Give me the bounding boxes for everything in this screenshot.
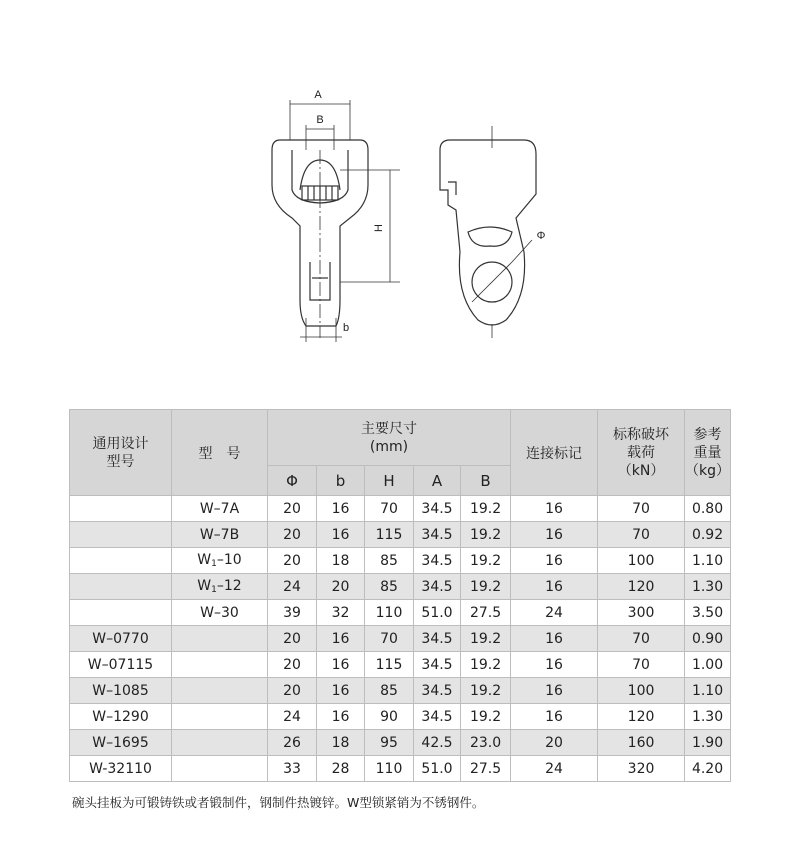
cell-A: 34.5	[414, 496, 461, 522]
cell-A: 34.5	[414, 548, 461, 574]
cell-conn: 16	[511, 652, 598, 678]
header-ref-weight-line3: （kg）	[685, 462, 731, 479]
cell-H: 90	[365, 704, 414, 730]
model-rest: –10	[216, 552, 242, 568]
cell-weight: 0.80	[685, 496, 731, 522]
cell-load: 100	[598, 548, 685, 574]
cell-load: 70	[598, 626, 685, 652]
cell-phi: 20	[268, 496, 317, 522]
cell-A: 34.5	[414, 626, 461, 652]
dim-A-label: A	[314, 89, 322, 101]
cell-H: 85	[365, 678, 414, 704]
dim-phi-label: Φ	[536, 230, 546, 242]
cell-model	[172, 756, 268, 782]
cell-conn: 16	[511, 678, 598, 704]
cell-b: 16	[317, 626, 365, 652]
cell-model	[172, 730, 268, 756]
cell-phi: 20	[268, 626, 317, 652]
cell-conn: 20	[511, 730, 598, 756]
table-row	[70, 522, 731, 548]
cell-design	[70, 548, 172, 574]
table-header-row	[70, 410, 731, 466]
header-breaking-load	[598, 410, 685, 496]
model-subscript: 1	[211, 585, 217, 595]
cell-b: 18	[317, 730, 365, 756]
cell-conn: 16	[511, 496, 598, 522]
cell-conn: 24	[511, 600, 598, 626]
cell-conn: 16	[511, 522, 598, 548]
cell-A: 34.5	[414, 574, 461, 600]
cell-H: 110	[365, 600, 414, 626]
cell-A: 34.5	[414, 678, 461, 704]
table-row	[70, 730, 731, 756]
cell-load: 100	[598, 678, 685, 704]
table-row	[70, 496, 731, 522]
cell-weight: 1.10	[685, 678, 731, 704]
header-breaking-load-line3: （kN）	[617, 462, 665, 479]
cell-load: 70	[598, 522, 685, 548]
dimension-lines	[290, 100, 400, 342]
cell-model	[172, 704, 268, 730]
subheader-b: b	[317, 466, 365, 496]
dim-H-label: H	[373, 224, 385, 232]
cell-weight: 4.20	[685, 756, 731, 782]
cell-b: 16	[317, 522, 365, 548]
cell-design	[70, 496, 172, 522]
header-main-dims-line1: 主要尺寸	[361, 420, 418, 437]
technical-drawing	[0, 0, 800, 400]
cell-A: 34.5	[414, 522, 461, 548]
table-row	[70, 756, 731, 782]
cell-b: 32	[317, 600, 365, 626]
cell-weight: 0.92	[685, 522, 731, 548]
table-row	[70, 574, 731, 600]
cell-B: 19.2	[461, 548, 511, 574]
cell-A: 34.5	[414, 704, 461, 730]
header-main-dims	[268, 410, 511, 466]
cell-design: W–07115	[70, 652, 172, 678]
footnote: 碗头挂板为可锻铸铁或者锻制件，钢制件热镀锌。W型锁紧销为不锈钢件。	[72, 795, 485, 810]
cell-b: 16	[317, 704, 365, 730]
cell-H: 115	[365, 652, 414, 678]
cell-phi: 20	[268, 678, 317, 704]
model-main: W	[197, 578, 212, 594]
subheader-A: A	[414, 466, 461, 496]
cell-weight: 1.90	[685, 730, 731, 756]
cell-phi: 20	[268, 652, 317, 678]
cell-design	[70, 522, 172, 548]
cell-conn: 16	[511, 574, 598, 600]
cell-model	[172, 652, 268, 678]
cell-B: 19.2	[461, 678, 511, 704]
cell-H: 85	[365, 574, 414, 600]
cell-design: W–1085	[70, 678, 172, 704]
subheader-B: B	[461, 466, 511, 496]
header-design-model-line1: 通用设计	[92, 435, 149, 452]
cell-weight: 0.90	[685, 626, 731, 652]
cell-conn: 16	[511, 704, 598, 730]
cell-conn: 24	[511, 756, 598, 782]
cell-B: 19.2	[461, 496, 511, 522]
cell-weight: 1.10	[685, 548, 731, 574]
cell-A: 34.5	[414, 652, 461, 678]
table-row	[70, 678, 731, 704]
cell-H: 110	[365, 756, 414, 782]
cell-b: 28	[317, 756, 365, 782]
cell-H: 85	[365, 548, 414, 574]
cell-phi: 20	[268, 548, 317, 574]
side-view	[440, 126, 536, 338]
cell-model	[172, 574, 268, 600]
header-ref-weight-line1: 参考	[693, 426, 722, 443]
model-subscript: 1	[211, 559, 217, 569]
cell-phi: 39	[268, 600, 317, 626]
header-breaking-load-line2: 载荷	[627, 444, 656, 461]
table-row	[70, 704, 731, 730]
header-ref-weight-line2: 重量	[693, 444, 722, 461]
cell-B: 27.5	[461, 756, 511, 782]
cell-design	[70, 600, 172, 626]
subheader-phi: Φ	[268, 466, 317, 496]
table-row	[70, 652, 731, 678]
cell-A: 42.5	[414, 730, 461, 756]
cell-phi: 24	[268, 704, 317, 730]
cell-phi: 33	[268, 756, 317, 782]
cell-A: 51.0	[414, 756, 461, 782]
cell-design: W–0770	[70, 626, 172, 652]
cell-b: 20	[317, 574, 365, 600]
cell-b: 16	[317, 678, 365, 704]
cell-weight: 3.50	[685, 600, 731, 626]
table-row	[70, 626, 731, 652]
cell-weight: 1.30	[685, 704, 731, 730]
subheader-H: H	[365, 466, 414, 496]
header-design-model	[70, 410, 172, 496]
header-design-model-line2: 型号	[106, 453, 135, 470]
cell-B: 19.2	[461, 626, 511, 652]
cell-A: 51.0	[414, 600, 461, 626]
cell-conn: 16	[511, 548, 598, 574]
cell-design: W–1290	[70, 704, 172, 730]
model-main: W	[197, 552, 212, 568]
cell-load: 300	[598, 600, 685, 626]
cell-load: 120	[598, 704, 685, 730]
cell-B: 19.2	[461, 574, 511, 600]
table-body	[70, 496, 731, 782]
header-model: 型 号	[172, 410, 268, 496]
header-main-dims-line2: (mm)	[369, 438, 409, 455]
cell-phi: 24	[268, 574, 317, 600]
cell-B: 27.5	[461, 600, 511, 626]
model-rest: –12	[216, 578, 242, 594]
cell-model	[172, 678, 268, 704]
cell-design: W-32110	[70, 756, 172, 782]
cell-H: 95	[365, 730, 414, 756]
cell-b: 16	[317, 652, 365, 678]
cell-weight: 1.00	[685, 652, 731, 678]
cell-load: 160	[598, 730, 685, 756]
cell-phi: 20	[268, 522, 317, 548]
cell-b: 18	[317, 548, 365, 574]
dim-b-label: b	[342, 322, 350, 334]
cell-H: 70	[365, 626, 414, 652]
cell-B: 19.2	[461, 704, 511, 730]
header-connection-mark: 连接标记	[511, 410, 598, 496]
table-row	[70, 600, 731, 626]
cell-H: 70	[365, 496, 414, 522]
header-breaking-load-line1: 标称破坏	[613, 426, 670, 443]
dim-B-label: B	[316, 114, 324, 126]
cell-model	[172, 626, 268, 652]
cell-phi: 26	[268, 730, 317, 756]
table-row	[70, 548, 731, 574]
cell-model: W–7B	[172, 522, 268, 548]
cell-H: 115	[365, 522, 414, 548]
cell-b: 16	[317, 496, 365, 522]
cell-conn: 16	[511, 626, 598, 652]
cell-design	[70, 574, 172, 600]
header-ref-weight	[685, 410, 731, 496]
cell-load: 70	[598, 652, 685, 678]
cell-model: W–7A	[172, 496, 268, 522]
cell-B: 23.0	[461, 730, 511, 756]
cell-model: W–30	[172, 600, 268, 626]
cell-load: 120	[598, 574, 685, 600]
cell-model	[172, 548, 268, 574]
spec-table	[69, 409, 731, 782]
cell-B: 19.2	[461, 652, 511, 678]
cell-design: W–1695	[70, 730, 172, 756]
cell-load: 70	[598, 496, 685, 522]
cell-load: 320	[598, 756, 685, 782]
cell-B: 19.2	[461, 522, 511, 548]
cell-weight: 1.30	[685, 574, 731, 600]
